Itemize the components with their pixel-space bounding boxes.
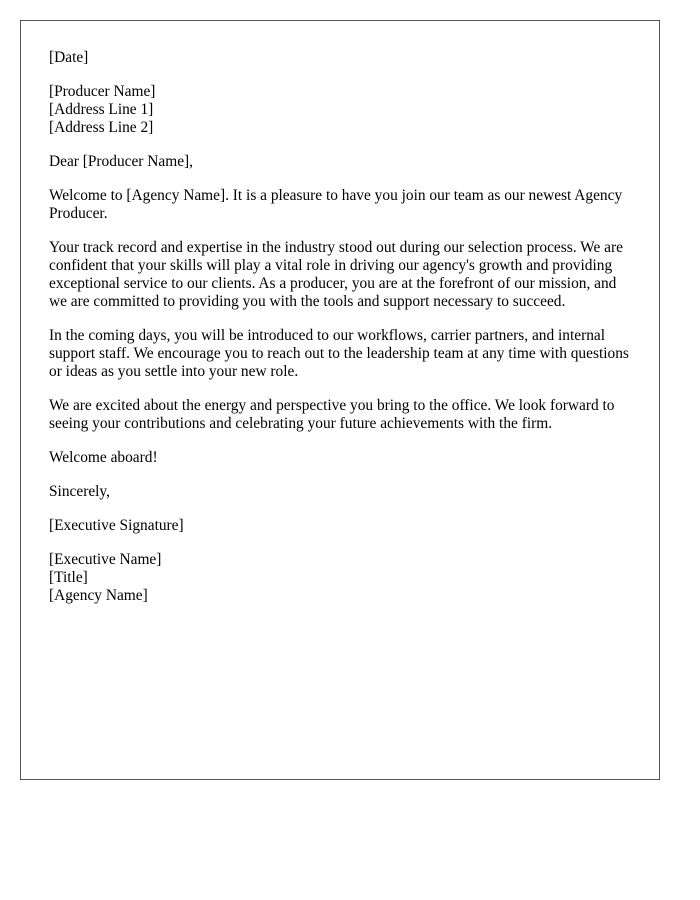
body-paragraph-text: Welcome to [Agency Name]. It is a pleasure to have you join our team as our newest Agency Producer. (49, 187, 623, 222)
date-block (49, 49, 631, 67)
letter-page (20, 20, 660, 780)
body-paragraph-text: In the coming days, you will be introduced to our workflows, carrier partners, and internal support staff. We encourage you to reach out to the leadership team at any time with questions or ideas as you settle into your new role. (49, 327, 629, 380)
body-paragraph-text: Your track record and expertise in the industry stood out during our selection process. We are confident that your skills will play a vital role in driving our agency's growth and providing exceptional service to our clients. As a producer, you are at the forefront of our mission, and we are committed to providing you with the tools and support necessary to succeed. (49, 239, 623, 310)
body-paragraph-1 (49, 187, 631, 223)
sender-block (49, 551, 631, 605)
signature: [Executive Signature] (49, 517, 184, 534)
recipient-address-line-2: [Address Line 2] (49, 119, 154, 136)
recipient-address-block (49, 83, 631, 137)
salutation-block (49, 153, 631, 171)
body-paragraph-3 (49, 327, 631, 381)
closing-block (49, 483, 631, 501)
body-paragraph-4 (49, 397, 631, 433)
body-paragraph-2 (49, 239, 631, 311)
date: [Date] (49, 49, 89, 66)
recipient-name: [Producer Name] (49, 83, 156, 100)
sender-name: [Executive Name] (49, 551, 162, 568)
recipient-address-line-1: [Address Line 1] (49, 101, 154, 118)
welcome-line-block (49, 449, 631, 467)
signature-block (49, 517, 631, 535)
welcome-line: Welcome aboard! (49, 449, 158, 466)
sender-agency: [Agency Name] (49, 587, 148, 604)
closing: Sincerely, (49, 483, 110, 500)
sender-title: [Title] (49, 569, 88, 586)
body-paragraph-text: We are excited about the energy and perspective you bring to the office. We look forward to seeing your contributions and celebrating your future achievements with the firm. (49, 397, 615, 432)
salutation: Dear [Producer Name], (49, 153, 194, 170)
